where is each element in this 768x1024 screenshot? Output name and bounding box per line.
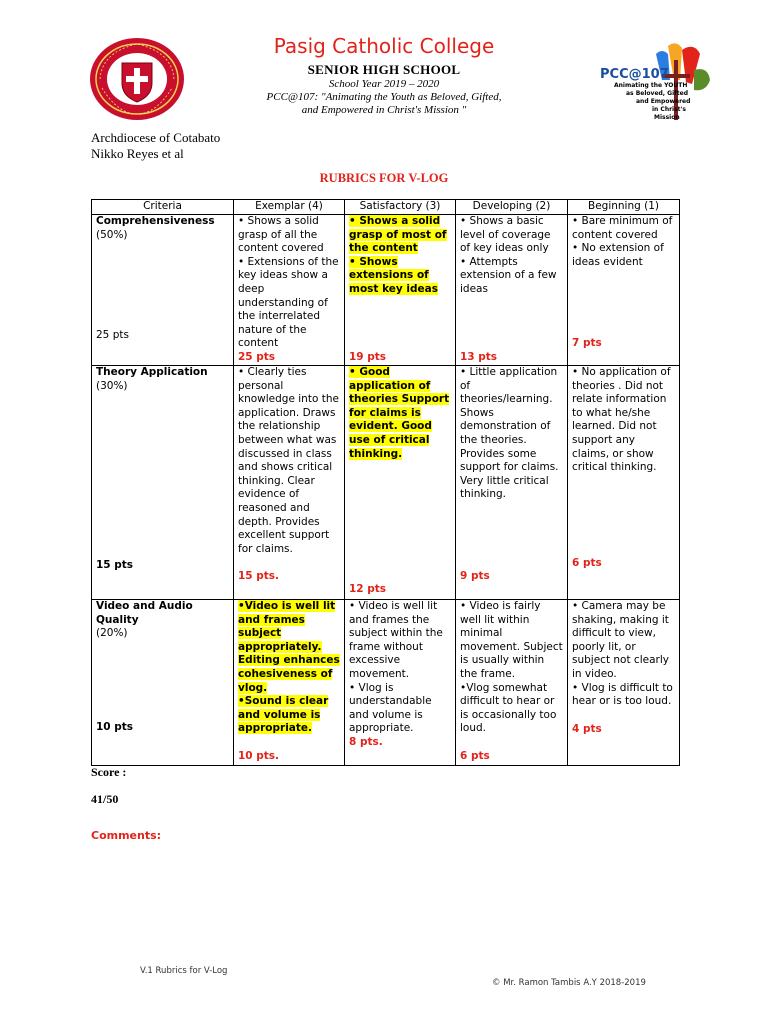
satisfactory-cell [345, 215, 456, 366]
beginning-pts: 4 pts [572, 722, 602, 735]
criterion-name: Video and Audio Quality [96, 600, 193, 626]
beginning-cell [568, 215, 680, 366]
exemplar-pts: 25 pts [238, 350, 276, 363]
satisfactory-pts: 19 pts [349, 350, 387, 363]
exemplar-text: • Clearly ties personal knowledge into the application. Draws the relationship between what was discussed in class and shows critical thinking. Clear evidence of reasoned and depth. Provides excellent support for claims. [238, 366, 339, 555]
criterion-cell [92, 600, 234, 766]
exemplar-text: • Shows a solid grasp of all the content covered • Extensions of the key ideas show a deep understanding of the interrelated nature of the content [238, 215, 339, 350]
score-value: 41/50 [91, 792, 119, 806]
logo-text-5: in Christ's [652, 106, 686, 113]
table-row [92, 215, 680, 366]
developing-cell [456, 366, 568, 600]
beginning-text: • Camera may be shaking, making it difficult to view, poorly lit, or subject not clearly in video. • Vlog is difficult to hear or is too loud. [572, 600, 673, 708]
comments-label: Comments: [91, 829, 162, 842]
developing-text: • Shows a basic level of coverage of key ideas only • Attempts extension of a few ideas [460, 215, 557, 295]
criterion-points: 10 pts [96, 721, 134, 734]
criterion-weight: (30%) [96, 379, 128, 392]
header-developing: Developing (2) [456, 200, 568, 215]
logo-text-1: PCC@107 [600, 67, 669, 82]
developing-pts: 9 pts [460, 569, 490, 582]
logo-text-3: as Beloved, Gifted [626, 90, 688, 97]
developing-text: • Little application of theories/learning. Shows demonstration of the theories. Provides some support for claims. Very little critical thinking. [460, 366, 559, 501]
archdiocese: Archdiocese of Cotabato [91, 130, 221, 145]
logo-text-4: and Empowered [636, 98, 691, 105]
satisfactory-text: • Shows a solid grasp of most of the content • Shows extensions of most key ideas [349, 215, 447, 295]
criterion-name: Theory Application [96, 366, 208, 378]
exemplar-cell [234, 600, 345, 766]
logo-text-2: Animating the YOUTH [614, 82, 688, 89]
header-beginning: Beginning (1) [568, 200, 680, 215]
criterion-cell [92, 366, 234, 600]
rubric-title: RUBRICS FOR V-LOG [319, 171, 449, 185]
criterion-points: 15 pts [96, 559, 134, 572]
criterion-weight: (20%) [96, 627, 128, 640]
score-label: Score : [91, 765, 127, 779]
criterion-points: 25 pts [96, 329, 129, 342]
table-row [92, 366, 680, 600]
beginning-pts: 7 pts [572, 337, 602, 350]
developing-cell [456, 600, 568, 766]
exemplar-pts: 10 pts. [238, 749, 280, 762]
satisfactory-cell [345, 600, 456, 766]
motto-line-2: and Empowered in Christ's Mission " [301, 104, 467, 116]
satisfactory-pts: 12 pts [349, 583, 387, 596]
footer-left: V.1 Rubrics for V-Log [140, 966, 228, 976]
developing-pts: 6 pts [460, 749, 490, 762]
footer-right: © Mr. Ramon Tambis A.Y 2018-2019 [492, 978, 646, 988]
header-criteria: Criteria [92, 200, 234, 215]
satisfactory-pts: 8 pts. [349, 735, 383, 748]
criterion-name: Comprehensiveness [96, 215, 215, 227]
header-satisfactory: Satisfactory (3) [345, 200, 456, 215]
beginning-cell [568, 600, 680, 766]
logo-text-6: Mission [654, 114, 680, 121]
satisfactory-text: • Good application of theories Support for claims is evident. Good use of critical thinking. [349, 366, 450, 460]
developing-pts: 13 pts [460, 350, 498, 363]
developing-cell [456, 215, 568, 366]
author: Nikko Reyes et al [91, 146, 184, 161]
criterion-cell [92, 215, 234, 366]
beginning-text: • Bare minimum of content covered • No extension of ideas evident [572, 215, 673, 268]
table-row [92, 600, 680, 766]
school-year: School Year 2019 – 2020 [328, 78, 440, 90]
beginning-text: • No application of theories . Did not relate information to what he/she learned. Did not support any claims, or show critical thinking. [572, 366, 671, 474]
beginning-pts: 6 pts [572, 556, 602, 569]
exemplar-cell [234, 366, 345, 600]
beginning-cell [568, 366, 680, 600]
division-title: SENIOR HIGH SCHOOL [307, 62, 461, 77]
exemplar-pts: 15 pts. [238, 570, 280, 583]
satisfactory-text: • Video is well lit and frames the subject within the frame without excessive movement. • Vlog is understandable and volume is appropriate. [349, 600, 443, 735]
exemplar-text: •Video is well lit and frames subject appropriately. Editing enhances cohesiveness of vlog. •Sound is clear and volume is appropriate. [238, 600, 340, 735]
header-row [92, 200, 680, 215]
motto-line-1: PCC@107: "Animating the Youth as Beloved, Gifted, [266, 91, 502, 103]
developing-text: • Video is fairly well lit within minimal movement. Subject is usually within the frame. •Vlog somewhat difficult to hear or is occasionally too loud. [460, 600, 563, 735]
rubric-table [91, 199, 680, 766]
college-name: Pasig Catholic College [273, 34, 495, 58]
satisfactory-cell [345, 366, 456, 600]
criterion-weight: (50%) [96, 228, 128, 241]
header-exemplar: Exemplar (4) [234, 200, 345, 215]
exemplar-cell [234, 215, 345, 366]
